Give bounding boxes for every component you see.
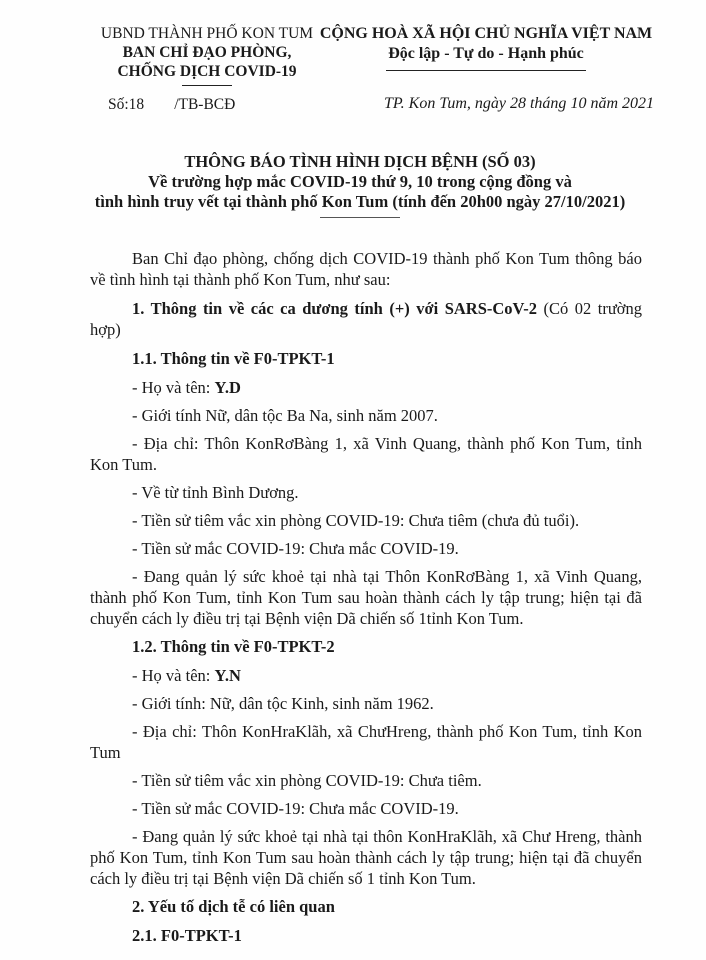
case-2-name	[90, 665, 642, 686]
case-2-status: - Đang quản lý sức khoẻ tại nhà tại thôn KonHraKlãh, xã Chư Hreng, thành phố Kon Tum, tỉnh Kon Tum sau hoàn thành cách ly tập trung; hiện tại đã chuyển cách ly điều trị tại Bệnh viện Dã chiến số 1 tỉnh Kon Tum.	[90, 827, 642, 888]
date-day: 28	[509, 95, 526, 112]
case-1-history: - Tiền sử mắc COVID-19: Chưa mắc COVID-19.	[132, 539, 459, 558]
section-2-heading: 2. Yếu tố dịch tễ có liên quan	[132, 897, 335, 916]
national-motto-header	[316, 24, 656, 71]
case-1-status: - Đang quản lý sức khoẻ tại nhà tại Thôn KonRơBàng 1, xã Vinh Quang, thành phố Kon Tum, tỉnh Kon Tum sau hoàn thành cách ly tập trung; hiện tại đã chuyển cách ly điều trị tại Bệnh viện Dã chiến số 1tỉnh Kon Tum.	[90, 567, 642, 628]
title-line-2: Về trường hợp mắc COVID-19 thứ 9, 10 trong cộng đồng và	[148, 172, 572, 191]
document-date	[384, 95, 654, 113]
agency-line-2: BAN CHỈ ĐẠO PHÒNG,	[122, 44, 292, 61]
case-1-vaccine: - Tiền sử tiêm vắc xin phòng COVID-19: Chưa tiêm (chưa đủ tuổi).	[132, 511, 580, 530]
country-name: CỘNG HOÀ XÃ HỘI CHỦ NGHĨA VIỆT NAM	[319, 25, 653, 42]
section-1-title: 1. Thông tin về các ca dương tính (+) với SARS-CoV-2	[132, 299, 537, 318]
date-year: 2021	[622, 95, 654, 112]
date-prefix: TP. Kon Tum, ngày	[384, 95, 506, 112]
date-month-label: tháng	[529, 95, 567, 112]
motto-underline	[386, 70, 586, 71]
date-year-label: năm	[590, 95, 618, 112]
case-2-history: - Tiền sử mắc COVID-19: Chưa mắc COVID-19.	[132, 799, 459, 818]
section-1-heading	[90, 298, 642, 340]
intro-paragraph: Ban Chỉ đạo phòng, chống dịch COVID-19 thành phố Kon Tum thông báo về tình hình tại thành phố Kon Tum, như sau:	[90, 249, 642, 289]
section-1-2-heading: 1.2. Thông tin về F0-TPKT-2	[132, 637, 335, 656]
case-1-address: - Địa chỉ: Thôn KonRơBàng 1, xã Vinh Quang, thành phố Kon Tum, tỉnh Kon Tum.	[90, 434, 642, 474]
document-code: /TB-BCĐ	[174, 96, 236, 113]
title-line-3: tình hình truy vết tại thành phố Kon Tum (tính đến 20h00 ngày 27/10/2021)	[94, 192, 626, 211]
case-1-name-value: Y.D	[214, 378, 241, 397]
title-line-1: THÔNG BÁO TÌNH HÌNH DỊCH BỆNH (SỐ 03)	[184, 152, 536, 171]
case-1-gender: - Giới tính Nữ, dân tộc Ba Na, sinh năm 2007.	[132, 406, 438, 425]
agency-line-3: CHỐNG DỊCH COVID-19	[117, 63, 297, 80]
case-1-name	[90, 377, 642, 398]
issuing-agency-header	[92, 24, 322, 86]
document-body	[90, 248, 642, 954]
case-2-name-value: Y.N	[214, 666, 241, 685]
section-2-1-heading: 2.1. F0-TPKT-1	[132, 926, 242, 945]
date-month: 10	[570, 95, 587, 112]
case-2-gender: - Giới tính: Nữ, dân tộc Kinh, sinh năm 1962.	[132, 694, 434, 713]
case-2-address: - Địa chỉ: Thôn KonHraKlãh, xã ChưHreng, thành phố Kon Tum, tỉnh Kon Tum	[90, 722, 642, 762]
agency-underline	[182, 85, 232, 86]
case-2-name-label: - Họ và tên:	[132, 666, 215, 685]
case-2-vaccine: - Tiền sử tiêm vắc xin phòng COVID-19: Chưa tiêm.	[132, 771, 482, 790]
section-1-note: (Có 02 trường hợp)	[90, 299, 643, 339]
motto: Độc lập - Tự do - Hạnh phúc	[388, 45, 584, 62]
title-underline	[320, 217, 400, 218]
document-title	[60, 152, 660, 218]
document-reference	[108, 96, 235, 114]
case-1-name-label: - Họ và tên:	[132, 378, 215, 397]
agency-line-1: UBND THÀNH PHỐ KON TUM	[100, 25, 314, 42]
document-number: Số:18	[108, 96, 145, 113]
section-1-1-heading: 1.1. Thông tin về F0-TPKT-1	[132, 349, 335, 368]
case-1-origin: - Về từ tỉnh Bình Dương.	[132, 483, 299, 502]
